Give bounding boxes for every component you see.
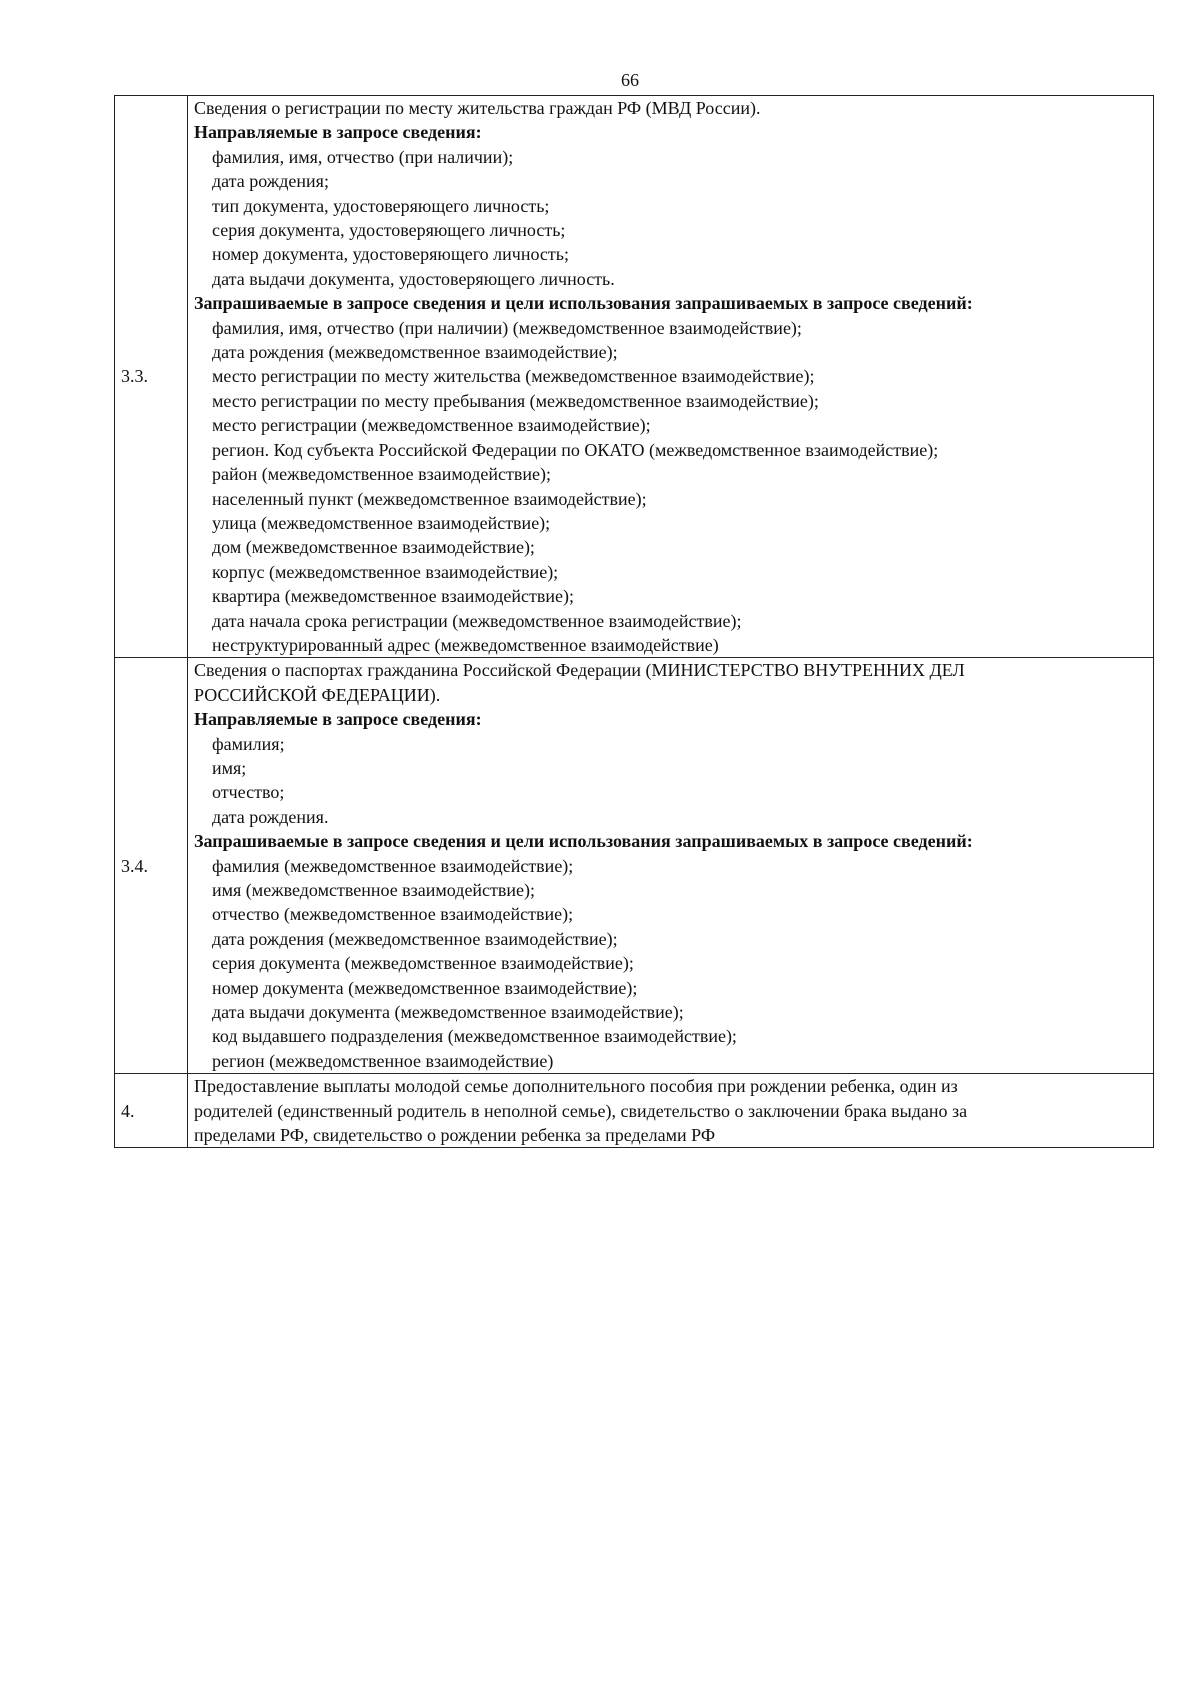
row-number: 4. (115, 1074, 188, 1148)
row-content (188, 96, 1154, 658)
list-item: номер документа, удостоверяющего личность; (212, 244, 569, 265)
list-item: тип документа, удостоверяющего личность; (212, 195, 550, 216)
list-item: дата выдачи документа, удостоверяющего личность. (212, 268, 615, 289)
list-item: имя; (212, 757, 247, 778)
list-item: дата рождения (межведомственное взаимодействие); (212, 928, 618, 949)
list-item: место регистрации по месту жительства (межведомственное взаимодействие); (212, 366, 815, 387)
row-number: 3.4. (115, 658, 188, 1074)
page-number: 66 (621, 70, 639, 90)
row-title-line: РОССИЙСКОЙ ФЕДЕРАЦИИ). (194, 684, 441, 705)
list-item: серия документа, удостоверяющего личность; (212, 220, 566, 241)
list-item: квартира (межведомственное взаимодействие); (212, 586, 574, 607)
row-content (188, 1074, 1154, 1148)
list-item: дом (межведомственное взаимодействие); (212, 537, 535, 558)
list-item: фамилия; (212, 733, 285, 754)
list-item: дата начала срока регистрации (межведомственное взаимодействие); (212, 610, 742, 631)
list-item: корпус (межведомственное взаимодействие); (212, 561, 559, 582)
list-item: место регистрации по месту пребывания (межведомственное взаимодействие); (212, 390, 819, 411)
list-item: имя (межведомственное взаимодействие); (212, 880, 536, 900)
services-table (114, 95, 1154, 1148)
sent-heading: Направляемые в запросе сведения: (194, 122, 482, 143)
list-item: неструктурированный адрес (межведомственное взаимодействие) (212, 634, 719, 655)
row-title: Сведения о регистрации по месту жительства граждан РФ (МВД России). (194, 98, 761, 118)
list-item: регион. Код субъекта Российской Федерации по ОКАТО (межведомственное взаимодействие); (212, 439, 939, 460)
list-item: улица (межведомственное взаимодействие); (212, 512, 551, 533)
row-content (188, 658, 1154, 1074)
list-item: код выдавшего подразделения (межведомственное взаимодействие); (212, 1026, 737, 1047)
table-row (115, 658, 1154, 1074)
table-row (115, 96, 1154, 658)
list-item: район (межведомственное взаимодействие); (212, 464, 551, 485)
list-item: место регистрации (межведомственное взаимодействие); (212, 415, 651, 436)
list-item: регион (межведомственное взаимодействие) (212, 1050, 554, 1071)
requested-heading: Запрашиваемые в запросе сведения и цели использования запрашиваемых в запросе сведений: (194, 831, 973, 852)
requested-heading: Запрашиваемые в запросе сведения и цели использования запрашиваемых в запросе сведений: (194, 293, 973, 314)
sent-heading: Направляемые в запросе сведения: (194, 709, 482, 730)
table-row (115, 1074, 1154, 1148)
list-item: фамилия, имя, отчество (при наличии) (межведомственное взаимодействие); (212, 317, 802, 338)
row-text-line: Предоставление выплаты молодой семье дополнительного пособия при рождении ребенка, один из (194, 1076, 958, 1097)
list-item: серия документа (межведомственное взаимодействие); (212, 953, 634, 974)
row-text-line: родителей (единственный родитель в неполной семье), свидетельство о заключении брака выдано за (194, 1100, 968, 1121)
row-title-line: Сведения о паспортах гражданина Российской Федерации (МИНИСТЕРСТВО ВНУТРЕННИХ ДЕЛ (194, 660, 965, 681)
list-item: населенный пункт (межведомственное взаимодействие); (212, 488, 647, 509)
list-item: фамилия, имя, отчество (при наличии); (212, 146, 514, 167)
list-item: дата рождения. (212, 806, 329, 827)
list-item: дата выдачи документа (межведомственное взаимодействие); (212, 1002, 684, 1023)
list-item: дата рождения (межведомственное взаимодействие); (212, 342, 618, 363)
list-item: номер документа (межведомственное взаимодействие); (212, 977, 638, 998)
list-item: отчество (межведомственное взаимодействие); (212, 904, 574, 925)
row-text-line: пределами РФ, свидетельство о рождении ребенка за пределами РФ (194, 1125, 716, 1146)
list-item: дата рождения; (212, 171, 329, 192)
list-item: отчество; (212, 782, 285, 803)
list-item: фамилия (межведомственное взаимодействие); (212, 855, 574, 876)
row-number: 3.3. (115, 96, 188, 658)
